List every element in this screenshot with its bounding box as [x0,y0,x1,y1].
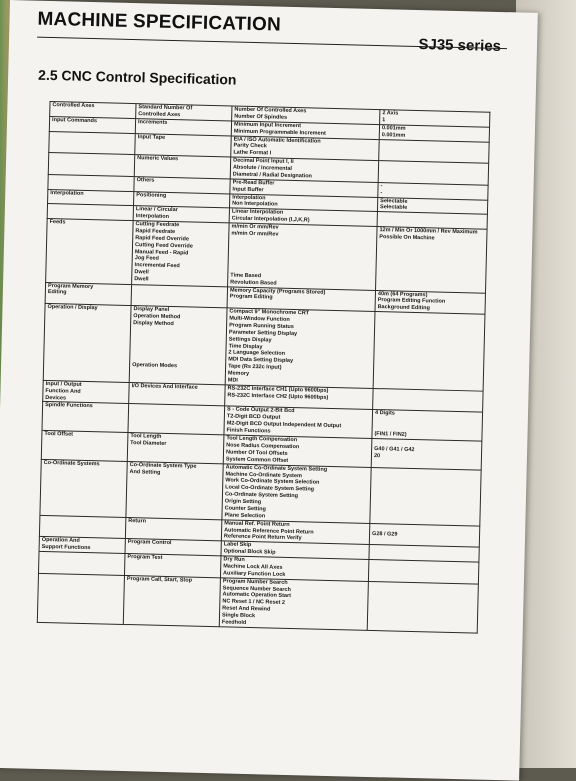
spec-cell-line: Compact 9" Monochrome CRT [229,308,310,317]
spec-cell-line: Program Editing [229,293,273,301]
spec-cell-line: Display Method [133,319,174,327]
spec-cell-function [224,406,373,438]
spec-row [37,573,478,633]
spec-cell-line: Controlled Axes [52,102,95,110]
spec-cell-line: - [380,182,383,189]
spec-cell-subcategory [126,461,223,519]
spec-cell-line: G28 / G29 [371,530,398,538]
spec-cell-line: Dry Run [223,556,245,563]
spec-cell-subcategory [136,104,232,121]
spec-cell-line: Operation And [41,537,80,545]
spec-cell-line: Number Of Controlled Axes [234,106,307,115]
spec-cell-line: Input Commands [52,116,98,124]
spec-cell-line: Co-Ordinate Systems [43,459,100,467]
spec-cell-line: Linear Interpolation [231,208,284,216]
spec-cell-line: Work Co-Ordinate System Selection [225,477,320,487]
spec-cell-subcategory [123,575,220,626]
spec-row [43,304,485,391]
spec-cell-line: m/min Or mm/Rev [231,223,279,231]
spec-cell-line: Revolution Based [230,279,277,287]
spec-cell-line: Optional Block Skip [223,548,276,556]
spec-cell-line: Standard Number Of [138,104,193,112]
spec-cell-line: Feedhold [221,619,247,626]
spec-cell-line: Machine Co-Ordinate System [225,470,302,479]
spec-cell-line: Display Panel [133,306,170,314]
spec-cell-line: Program Editing Function [377,297,446,306]
spec-cell-line: 0.001mm [381,131,406,139]
spec-cell-line: Interpolation [50,189,84,197]
spec-cell-line: Operation Modes [132,361,178,369]
spec-cell-subcategory [129,306,227,385]
spec-cell-line: Controlled Axes [138,111,181,119]
spec-cell-line: Label Skip [223,541,252,549]
spec-cell-line: RS-232C Interface CH1 (Upto 9600bps) [227,385,329,394]
spec-cell-line: MDI [227,377,238,384]
spec-cell-category [42,402,129,433]
spec-cell-line: Rapid Feedrate [135,228,176,235]
spec-cell-line: Tool Length [130,433,162,440]
spec-cell-line: RS-232C Interface CH2 (Upto 9600bps) [227,392,329,401]
spec-cell-line: Sequence Number Search [222,584,291,593]
spec-cell-category [39,515,126,539]
spec-cell-specification [368,559,478,583]
spec-cell-specification [370,467,481,526]
spec-cell-line: Automatic Reference Point Return [224,526,314,536]
spec-cell-line: Circular Interpolation (I,J,K,R) [231,215,310,224]
spec-cell-line: 4 Digits [374,410,395,417]
spec-cell-category [39,551,126,575]
spec-cell-specification [372,410,483,441]
spec-cell-specification [379,139,489,163]
spec-cell-line: 0.001mm [381,124,406,132]
spec-cell-function [222,463,371,523]
spec-cell-subcategory [129,382,225,406]
spec-cell-line: Feeds [49,219,66,226]
spec-cell-category [41,431,128,462]
spec-cell-line: Finish Functions [226,427,271,435]
spec-cell-line: G40 / G41 / G42 [374,446,415,454]
spec-row [46,218,487,292]
spec-cell-subcategory [131,284,227,308]
spec-cell-subcategory [132,221,230,287]
document-header-series: SJ35 series [418,35,502,56]
spec-cell-line: Selectable [379,204,408,212]
spec-cell-category [43,380,130,404]
spec-cell-line: Memory [227,370,250,377]
spec-cell-line: Decimal Point Input I, II [233,157,294,166]
spec-cell-line: Machine Lock All Axes [223,563,283,571]
spec-cell-line: Cutting Feedrate [135,221,180,229]
spec-cell-line: 20 [373,453,381,460]
spec-cell-line: MDI Data Setting Display [228,356,294,365]
spec-cell-line: Nose Radius Compensation [226,442,300,451]
spec-cell-line: Pre-Read Buffer [232,179,275,187]
document-header-title: MACHINE SPECIFICATION [37,8,282,36]
spec-cell-line: Interpolation [135,213,170,221]
spec-cell-line: Settings Display [228,336,272,344]
spec-cell-line: Program Memory [47,282,94,290]
spec-cell-line: M2-Digit BCD Output Independent M Output [226,420,342,430]
spec-cell-line: Minimum Input Increment [233,121,302,129]
spec-cell-line: Devices [45,394,67,401]
spec-cell-category [48,153,135,177]
spec-cell-line: Linear / Circular [135,206,178,214]
spec-cell-specification [373,312,485,391]
spec-cell-line: m/min Or mm/Rev [231,230,279,238]
spec-cell-line: Reset And Rewind [222,605,271,613]
spec-cell-specification [376,227,488,293]
spec-cell-line: Auxiliary Function Lock [222,570,286,578]
spec-cell-line: Tool Offset [44,431,74,438]
spec-cell-line: 12m / Min Or 1000mm / Rev Maximum [379,227,478,236]
spec-cell-line: EIA / ISO Automatic Identification [233,136,321,145]
spec-cell-line: 2 Axis [382,110,399,117]
spec-cell-category [37,573,124,624]
spec-cell-line: Minimum Programmable Increment [233,128,326,137]
spec-cell-line: Increments [137,118,168,126]
spec-cell-line: Program Control [127,539,172,547]
spec-cell-category [43,304,131,383]
spec-cell-line: Plane Selection [224,512,266,520]
spec-cell-subcategory [133,206,229,223]
spec-cell-subcategory [128,404,225,435]
spec-cell-line: Automatic Operation Start [222,591,292,600]
spec-cell-category [40,459,127,517]
spec-cell-line: Dwell [134,276,149,283]
spec-cell-line: Function And [45,387,81,395]
spec-cell-subcategory [125,517,221,541]
spec-cell-line: NC Reset 1 / NC Reset 2 [222,598,286,607]
spec-cell-line: T2-Digit BCD Output [226,413,281,421]
spec-cell-line: 40m (64 Programs) [377,290,428,298]
spec-cell-line: Single Block [221,612,256,620]
spec-cell-line: Input / Output [45,380,82,388]
spec-cell-line: Local Co-Ordinate System Setting [225,484,315,493]
spec-cell-line: Manual Ref. Point Return [224,520,290,528]
spec-cell-specification [369,523,479,547]
spec-cell-subcategory [124,553,220,577]
spec-cell-function [228,223,378,290]
section-title: 2.5 CNC Control Specification [37,66,237,88]
spec-cell-line: Time Display [228,342,263,350]
spec-cell-line: System Common Offset [225,456,289,464]
spec-cell-line: Operation Method [133,313,181,321]
spec-cell-line: Origin Setting [224,498,262,506]
cnc-spec-table [37,101,491,633]
spec-cell-line: Background Editing [377,304,430,312]
spec-cell-category [46,218,134,284]
spec-cell-line: Cutting Feed Override [134,241,193,250]
spec-cell-line: Diametral / Radial Designation [232,171,313,180]
spec-cell-function [219,577,368,630]
spec-cell-line: Reference Point Return Verify [223,533,302,542]
spec-cell-line: Tape (Rs 232c Input) [228,363,282,371]
spec-cell-line: Operation / Display [47,304,98,312]
spec-cell-specification [371,439,482,470]
spec-cell-category [39,537,125,554]
spec-cell-specification [367,581,478,633]
spec-cell-line: Program Running Status [229,322,294,330]
spec-cell-specification [375,290,485,314]
spec-cell-category [45,282,132,306]
spec-cell-line: Tool Length Compensation [226,435,298,444]
spec-cell-line: 2 Language Selection [228,349,286,358]
spec-cell-line: - [380,189,383,196]
spec-cell-category [49,131,136,155]
spec-cell-line: Numeric Values [137,155,179,163]
spec-cell-line: Number Of Spindles [234,113,288,121]
spec-cell-line: Counter Setting [224,505,266,513]
spec-cell-line: Dwell [134,269,149,276]
spec-cell-line: Program Test [127,554,163,561]
spec-cell-line: Spindle Functions [45,402,93,410]
spec-cell-line: Editing [47,289,67,296]
spec-cell-line: Parameter Setting Display [228,329,298,337]
spec-cell-line: Possible On Machine [379,233,435,242]
spec-cell-line: Program Call, Start, Stop [126,575,193,584]
spec-table-body [37,102,490,633]
spec-cell-line: Automatic Co-Ordinate System Setting [225,464,328,473]
spec-cell-specification [378,161,488,185]
spec-cell-line: I/O Devices And Interface [131,382,198,391]
spec-cell-line: Input Tape [137,133,166,141]
spec-cell-function [221,519,369,544]
spec-cell-function [225,308,375,388]
spec-cell-line: Multi-Window Function [229,315,290,323]
spec-cell-line: Parity Check [233,142,267,150]
spec-cell-line: Others [136,176,155,184]
spec-cell-line: Manual Feed - Rapid [134,248,189,256]
spec-cell-specification [373,388,483,412]
spec-cell-subcategory [135,133,231,157]
spec-cell-line: Positioning [136,191,167,199]
spec-cell-line: And Setting [129,468,161,476]
spec-cell-line: Time Based [230,272,262,279]
spec-cell-line: Return [128,517,147,525]
spec-cell-line: Co-Ordinate System Type [129,461,197,470]
spec-cell-line: Input Buffer [232,186,264,193]
spec-cell-line: Incremental Feed [134,262,180,270]
spec-cell-line: Non Interpolation [232,200,278,208]
spec-cell-subcategory [127,433,224,464]
spec-cell-line: Rapid Feed Override [135,234,190,243]
spec-cell-function [230,157,378,182]
spec-cell-line: Program Number Search [222,578,288,586]
spec-cell-line: (FIN1 / FIN2) [374,431,407,439]
spec-cell-line: Interpolation [232,193,266,201]
spec-cell-line: Jog Feed [134,255,159,263]
spec-cell-line: Lathe Format I [233,149,272,157]
spec-cell-line: Tool Diameter [130,440,167,447]
spec-cell-line: Number Of Tool Offsets [225,449,288,457]
spec-cell-subcategory [134,155,230,179]
spec-cell-line: Co-Ordinate System Setting [224,491,299,500]
spec-cell-line: Support Functions [41,544,91,552]
spec-cell-function [220,556,368,581]
spec-cell-line: S - Code Output 2-Bit Bcd [226,406,295,415]
spec-cell-function [223,435,372,467]
spec-cell-line: 1 [382,117,386,124]
spec-cell-line: Absolute / Incremental [232,164,293,172]
spec-cell-function [231,135,379,160]
spec-cell-line: Memory Capacity (Programs Stored) [229,286,326,296]
spec-cell-line: Selectable [380,197,408,205]
